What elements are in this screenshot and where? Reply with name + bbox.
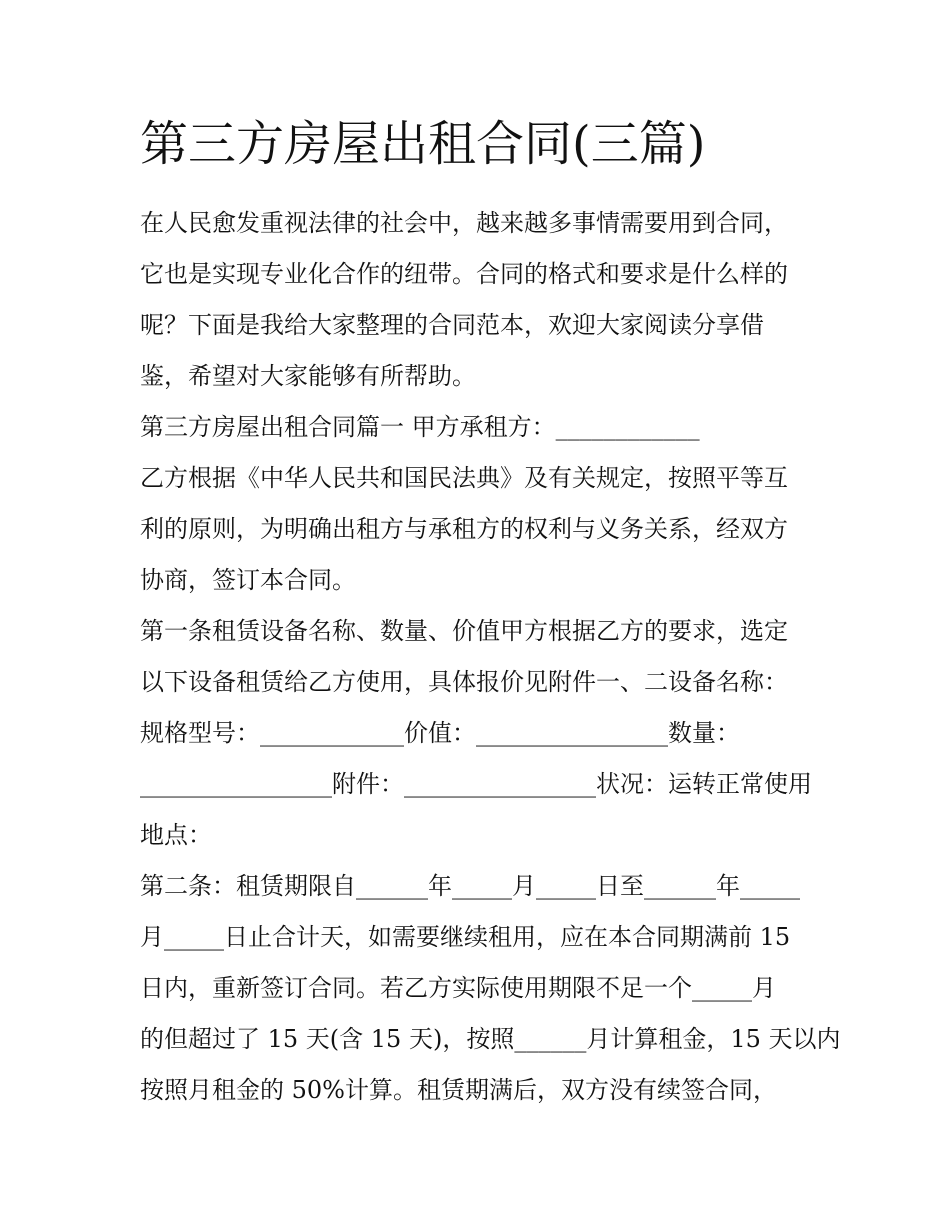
body-line: 规格型号：____________价值：________________数量： <box>140 719 740 747</box>
body-line: 第二条：租赁期限自______年_____月_____日至______年_____ <box>140 872 800 900</box>
body-line: 在人民愈发重视法律的社会中，越来越多事情需要用到合同， <box>140 209 788 237</box>
body-line: 协商，签订本合同。 <box>140 566 356 594</box>
body-line: 它也是实现专业化合作的纽带。合同的格式和要求是什么样的 <box>140 260 788 288</box>
body-line: 利的原则，为明确出租方与承租方的权利与义务关系，经双方 <box>140 515 788 543</box>
body-line: 的但超过了 15 天(含 15 天)，按照______月计算租金，15 天以内 <box>140 1025 841 1053</box>
body-line: 按照月租金的 50%计算。租赁期满后，双方没有续签合同， <box>140 1076 777 1104</box>
body-line: ________________附件：________________状况：运转正常使用 <box>140 770 812 798</box>
document-body <box>140 198 841 1116</box>
body-line: 月_____日止合计天，如需要继续租用，应在本合同期满前 15 <box>140 923 791 951</box>
body-line: 以下设备租赁给乙方使用，具体报价见附件一、二设备名称： <box>140 668 788 696</box>
body-line: 第一条租赁设备名称、数量、价值甲方根据乙方的要求，选定 <box>140 617 788 645</box>
body-line: 地点： <box>140 821 212 849</box>
body-line: 鉴，希望对大家能够有所帮助。 <box>140 362 476 390</box>
body-line: 乙方根据《中华人民共和国民法典》及有关规定，按照平等互 <box>140 464 788 492</box>
body-line: 呢？下面是我给大家整理的合同范本，欢迎大家阅读分享借 <box>140 311 764 339</box>
document-title: 第三方房屋出租合同(三篇) <box>140 116 706 172</box>
body-line: 日内，重新签订合同。若乙方实际使用期限不足一个_____月 <box>140 974 776 1002</box>
body-line: 第三方房屋出租合同篇一 甲方承租方：____________ <box>140 413 700 441</box>
